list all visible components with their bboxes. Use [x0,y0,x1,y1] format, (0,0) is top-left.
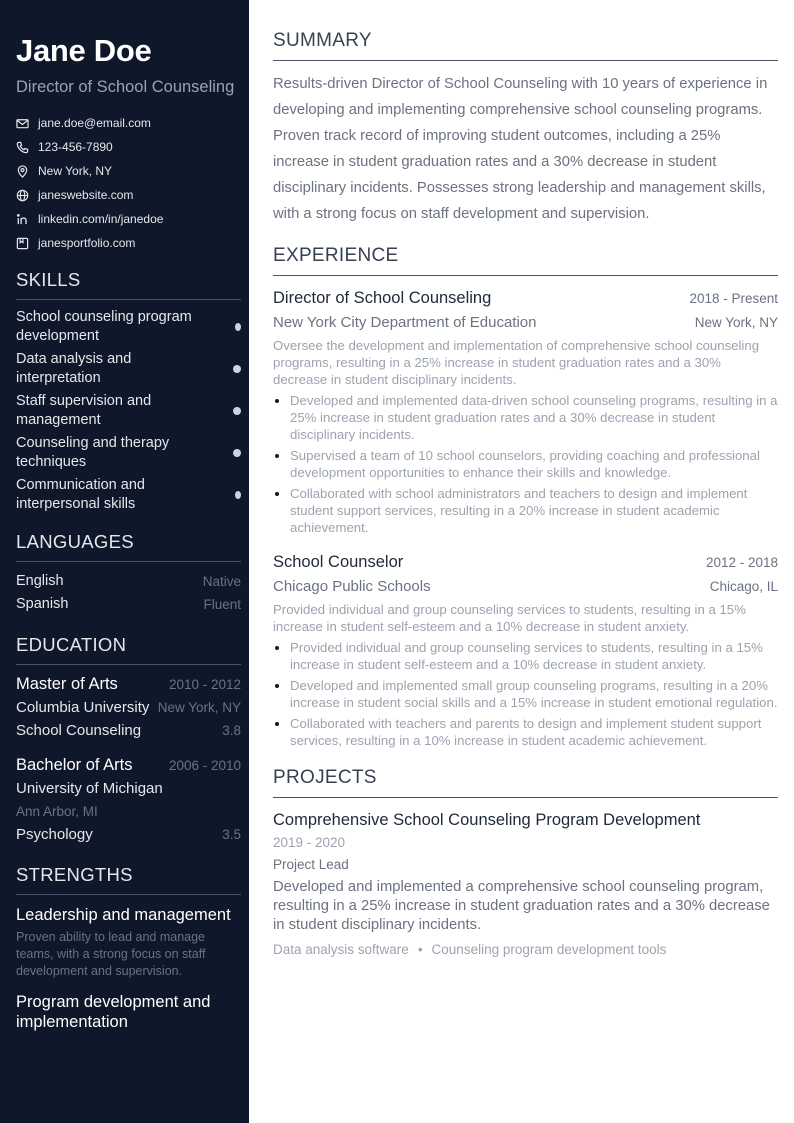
language-item [16,593,241,616]
skill-name: Communication and interpersonal skills [16,477,145,512]
job-bullet: • Collaborated with teachers and parents to design and implement student support services, resulting in a 10% increase in student academic achievement. [290,715,778,749]
education-section [16,634,241,846]
experience-heading: EXPERIENCE [273,245,778,276]
education-school: Columbia University [16,699,150,717]
languages-section [16,531,241,616]
skill-name: Staff supervision and management [16,393,152,428]
job-title: School Counselor [273,553,404,571]
strength-item [16,905,241,980]
education-degree: Bachelor of Arts [16,756,133,775]
job-bullets [273,639,778,749]
project-dates: 2019 - 2020 [273,835,346,850]
contact-website-text: janeswebsite.com [38,188,134,203]
strength-desc: Proven ability to lead and manage teams, with a strong focus on staff development and supervision. [16,930,206,979]
skill-name: School counseling program development [16,309,192,344]
education-heading: EDUCATION [16,634,241,665]
job-description: Oversee the development and implementation of comprehensive school counseling programs, resulting in a 25% increase in student graduation rates and a 30% decrease in student disciplinary incidents. [273,338,760,387]
summary-text: Results-driven Director of School Counseling with 10 years of experience in developing and implementing comprehensive school counseling programs. Proven track record of improving student outcomes, including a 25% increase in student graduation rates and a 30% decrease in student disciplinary incidents. Possesses strong leadership and management skills, with a strong focus on staff development and supervision. [273,76,768,222]
job-bullet: • Provided individual and group counseling services to students, resulting in a 15% increase in student self-esteem and a 10% decrease in student anxiety. [290,639,778,673]
skill-item [16,308,241,345]
job-dates: 2012 - 2018 [705,555,778,570]
education-gpa: 3.8 [222,723,241,739]
main-content [249,0,794,1123]
sidebar [0,0,249,1123]
project-role: Project Lead [273,857,349,872]
project-tool: Data analysis software [273,942,409,957]
education-item [16,754,241,846]
job-bullet: • Developed and implemented small group counseling programs, resulting in a 20% increase in student social skills and a 15% increase in student emotional regulation. [290,677,778,711]
job-location: New York, NY [694,315,778,330]
strengths-section [16,864,241,1032]
project-tool: Counseling program development tools [431,942,667,957]
language-item [16,570,241,593]
education-years: 2006 - 2010 [168,758,241,774]
education-gpa: 3.5 [222,827,241,843]
project-description: Developed and implemented a comprehensive school counseling program, resulting in a 25% increase in student graduation rates and a 30% decrease in student disciplinary incidents. [273,879,770,933]
skill-item [16,476,241,513]
candidate-name: Jane Doe [16,33,152,68]
job-bullet: • Collaborated with school administrators and teachers to design and implement student support services, resulting in a 20% increase in student academic achievement. [290,485,778,536]
portfolio-icon [16,237,29,250]
phone-icon [16,141,29,154]
education-school: University of Michigan [16,780,163,798]
contact-email-text: jane.doe@email.com [38,116,151,131]
contact-linkedin[interactable] [16,207,241,231]
job-dates: 2018 - Present [689,291,778,306]
contact-portfolio[interactable] [16,231,241,255]
skill-level-dot [235,323,241,331]
education-location: Ann Arbor, MI [16,804,98,820]
education-item [16,673,241,742]
projects-heading: PROJECTS [273,767,778,798]
contact-phone-text: 123-456-7890 [38,140,113,155]
job-item [273,286,778,536]
education-years: 2010 - 2012 [168,677,241,693]
candidate-title: Director of School Counseling [16,78,235,97]
education-field: Psychology [16,826,93,844]
contact-linkedin-text: linkedin.com/in/janedoe [38,212,164,227]
skill-level-dot [233,407,241,415]
strengths-heading: STRENGTHS [16,864,241,895]
contact-email[interactable] [16,111,241,135]
contact-phone[interactable] [16,135,241,159]
email-icon [16,117,29,130]
linkedin-icon [16,213,29,226]
skill-level-dot [233,449,241,457]
tool-separator: • [417,942,423,957]
skill-name: Counseling and therapy techniques [16,435,170,470]
skills-section [16,269,241,513]
skills-heading: SKILLS [16,269,241,300]
globe-icon [16,189,29,202]
language-level: Native [202,574,241,590]
job-location: Chicago, IL [709,579,778,594]
skill-level-dot [233,365,241,373]
skill-level-dot [235,491,241,499]
strength-item [16,992,241,1032]
project-title: Comprehensive School Counseling Program Development [273,811,701,829]
skill-item [16,392,241,429]
languages-heading: LANGUAGES [16,531,241,562]
projects-section [273,767,778,961]
skill-item [16,350,241,387]
location-icon [16,165,29,178]
strength-title: Leadership and management [16,906,231,925]
education-location: New York, NY [157,700,241,716]
job-item [273,550,778,749]
language-level: Fluent [203,597,241,613]
project-item [273,808,778,961]
summary-heading: SUMMARY [273,30,778,61]
education-degree: Master of Arts [16,675,118,694]
job-title: Director of School Counseling [273,289,492,307]
strength-title: Program development and implementation [16,993,211,1032]
contact-location-text: New York, NY [38,164,113,179]
job-bullets [273,392,778,536]
job-bullet: • Developed and implemented data-driven school counseling programs, resulting in a 25% increase in student graduation rates and a 30% decrease in student disciplinary incidents. [290,392,778,443]
job-bullet: • Supervised a team of 10 school counselors, providing coaching and professional development opportunities to enhance their skills and knowledge. [290,447,778,481]
contact-website[interactable] [16,183,241,207]
language-name: English [16,573,64,590]
language-name: Spanish [16,596,69,613]
contact-list [16,111,241,255]
contact-location [16,159,241,183]
project-tools [273,939,778,961]
experience-section [273,245,778,749]
contact-portfolio-text: janesportfolio.com [38,236,136,251]
skill-item [16,434,241,471]
job-company: Chicago Public Schools [273,578,431,595]
education-field: School Counseling [16,722,142,740]
job-description: Provided individual and group counseling services to students, resulting in a 15% increase in student self-esteem and a 10% decrease in student anxiety. [273,602,746,634]
job-company: New York City Department of Education [273,314,537,331]
skill-name: Data analysis and interpretation [16,351,132,386]
summary-section [273,30,778,227]
